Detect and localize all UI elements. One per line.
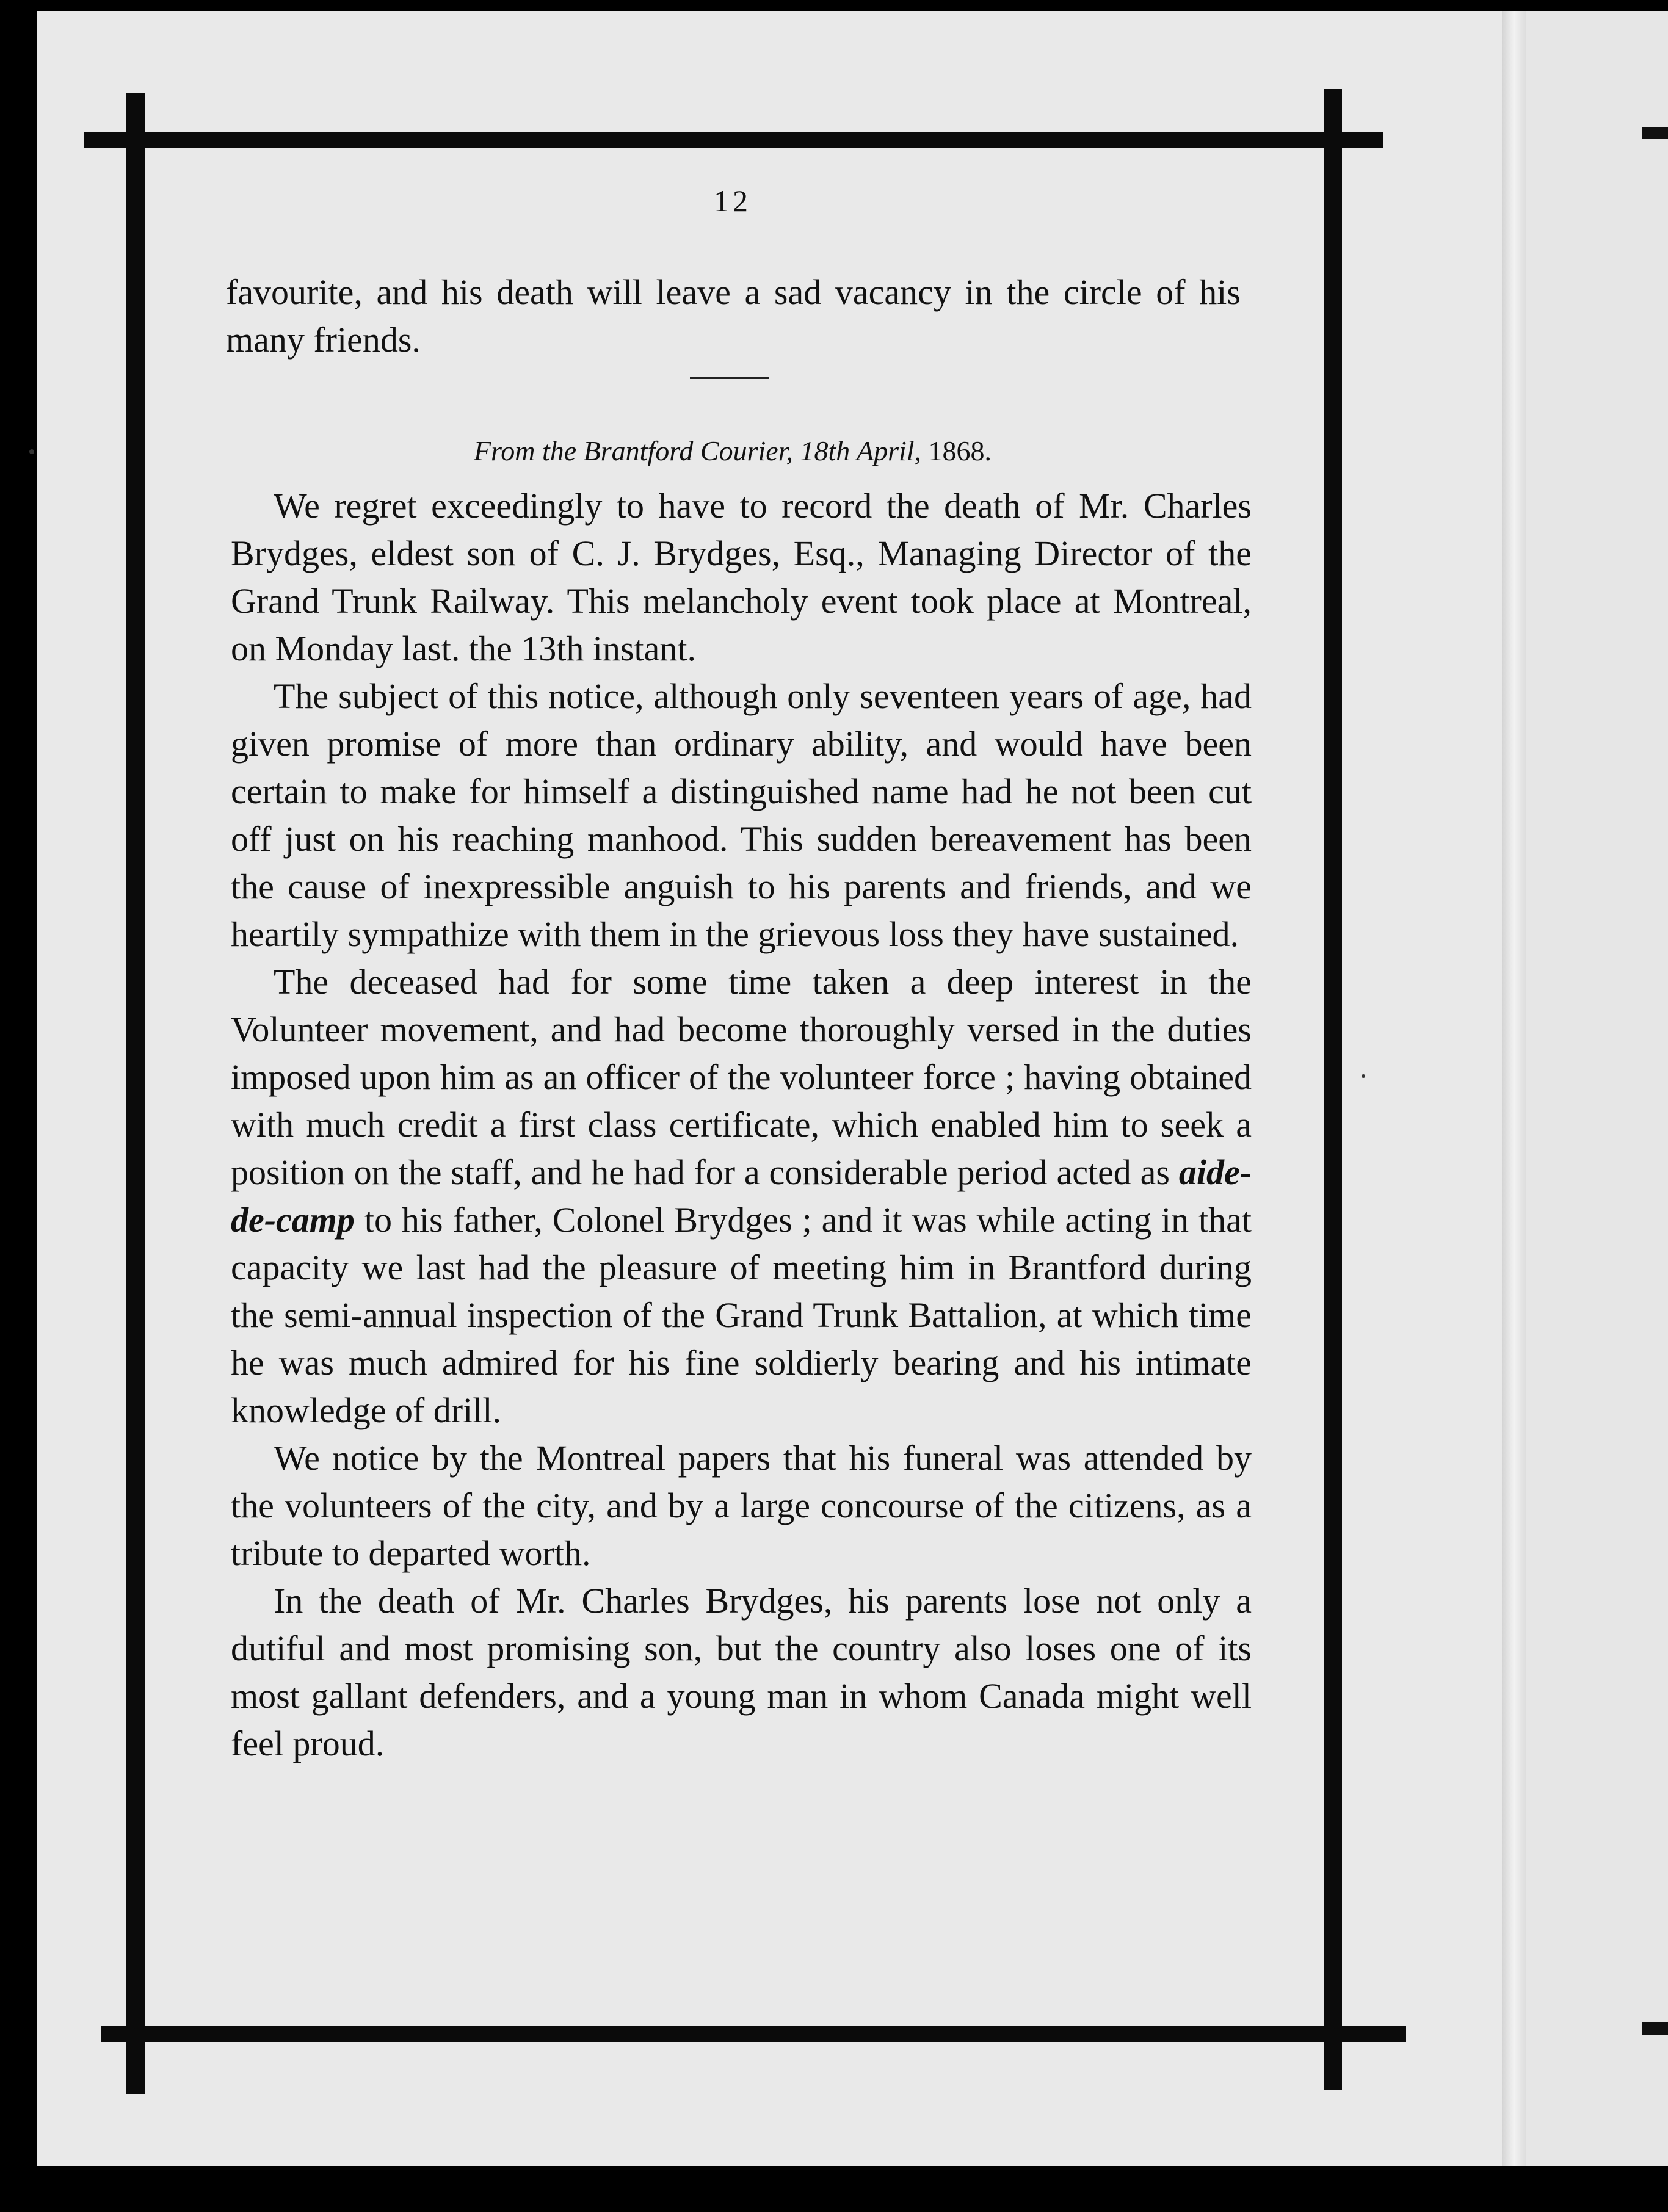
article-paragraph: The subject of this notice, although only seventeen years of age, had given promise of more than ordinary ability, and would have been certain to make for himself a distinguished name had he not been cut off just on his reaching manhood. This sudden bereavement has been the cause of inexpressible anguish to his parents and friends, and we heartily sympathize with them in the grievous loss they have sustained. — [231, 676, 1252, 954]
continuation-text: favourite, and his death will leave a sad vacancy in the circle of his many friends. — [226, 272, 1241, 360]
aide-de-camp-italic: aide-de-camp — [231, 1152, 1252, 1240]
volunteer-text-after: to his father, Colonel Brydges ; and it was while acting in that capacity we last had the pleasure of meeting him in Brantford during the semi-annual inspection of the Grand Trunk Battalion, at which time he was much admired for his fine soldierly bearing and his intimate knowledge of drill. — [231, 1200, 1252, 1430]
volunteer-text-before: The deceased had for some time taken a deep interest in the Volunteer movement, and had become thoroughly versed in the duties imposed upon him as an officer of the volunteer force ; having obtained with much credit a first class certificate, which enabled him to seek a position on the staff, and he had for a considerable period acted as — [231, 962, 1252, 1192]
frame-bottom-bar — [101, 2026, 1406, 2042]
frame-left-bar — [126, 93, 145, 2094]
frame-top-bar — [84, 132, 1383, 148]
frame-right-bar — [1324, 89, 1342, 2090]
facing-page-mark-top — [1642, 127, 1668, 139]
article-body — [231, 482, 1252, 1768]
scan-speck — [29, 449, 34, 454]
article-paragraph: In the death of Mr. Charles Brydges, his parents lose not only a dutiful and most promising son, but the country also loses one of its most gallant defenders, and a young man in whom Canada might well feel proud. — [231, 1581, 1252, 1763]
article-paragraph-volunteer — [231, 958, 1252, 1434]
binding-gutter — [1502, 11, 1526, 2166]
source-citation — [0, 435, 1465, 467]
article-paragraph: We regret exceedingly to have to record the death of Mr. Charles Brydges, eldest son of C. J. Brydges, Esq., Managing Director of the Grand Trunk Railway. This melancholy event took place at Montreal, on Monday last. the 13th instant. — [231, 486, 1252, 668]
page-number: 12 — [714, 184, 752, 218]
continuation-paragraph — [226, 269, 1241, 364]
facing-page-edge — [1520, 11, 1668, 2166]
scan-speck — [1362, 1074, 1365, 1078]
source-date: 18th April, — [800, 435, 922, 466]
source-year: 1868. — [928, 435, 992, 466]
facing-page-mark-bottom — [1642, 2022, 1668, 2035]
source-prefix: From the Brantford Courier, — [473, 435, 794, 466]
section-divider — [690, 377, 769, 379]
article-paragraph: We notice by the Montreal papers that his funeral was attended by the volunteers of the city, and by a large concourse of the citizens, as a tribute to departed worth. — [231, 1438, 1252, 1573]
